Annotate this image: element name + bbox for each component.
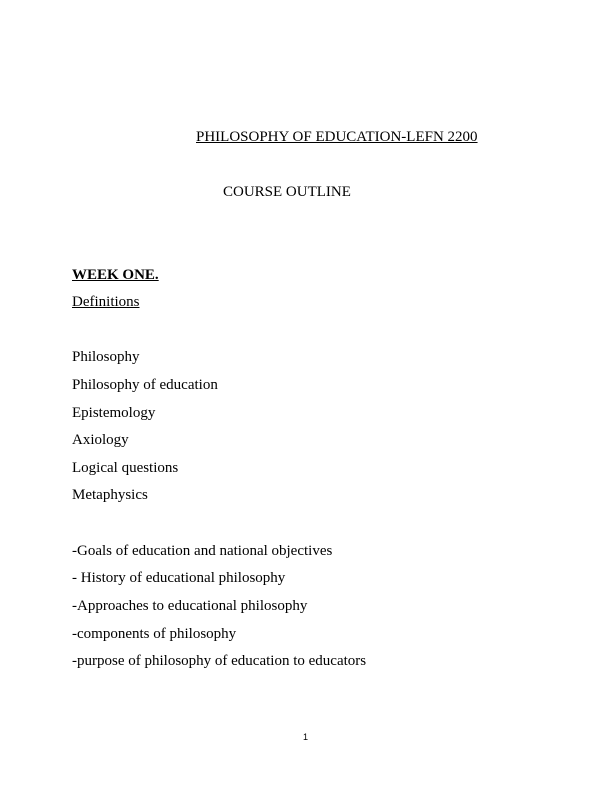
document-title: PHILOSOPHY OF EDUCATION-LEFN 2200 <box>196 129 478 145</box>
topic-item: -Goals of education and national objectives <box>72 543 333 559</box>
definition-item: Philosophy <box>72 349 140 365</box>
definition-item: Logical questions <box>72 460 179 476</box>
page-number: 1 <box>303 732 309 742</box>
definition-item: Axiology <box>72 432 129 448</box>
week-heading: WEEK ONE. <box>72 267 159 283</box>
topic-item: - History of educational philosophy <box>72 570 286 586</box>
topic-item: -components of philosophy <box>72 626 237 642</box>
definition-item: Epistemology <box>72 405 156 421</box>
definition-item: Metaphysics <box>72 487 148 503</box>
definition-item: Philosophy of education <box>72 377 218 393</box>
document-subtitle: COURSE OUTLINE <box>223 184 351 200</box>
topic-item: -purpose of philosophy of education to educators <box>72 653 367 669</box>
section-heading: Definitions <box>72 294 140 310</box>
topic-item: -Approaches to educational philosophy <box>72 598 308 614</box>
